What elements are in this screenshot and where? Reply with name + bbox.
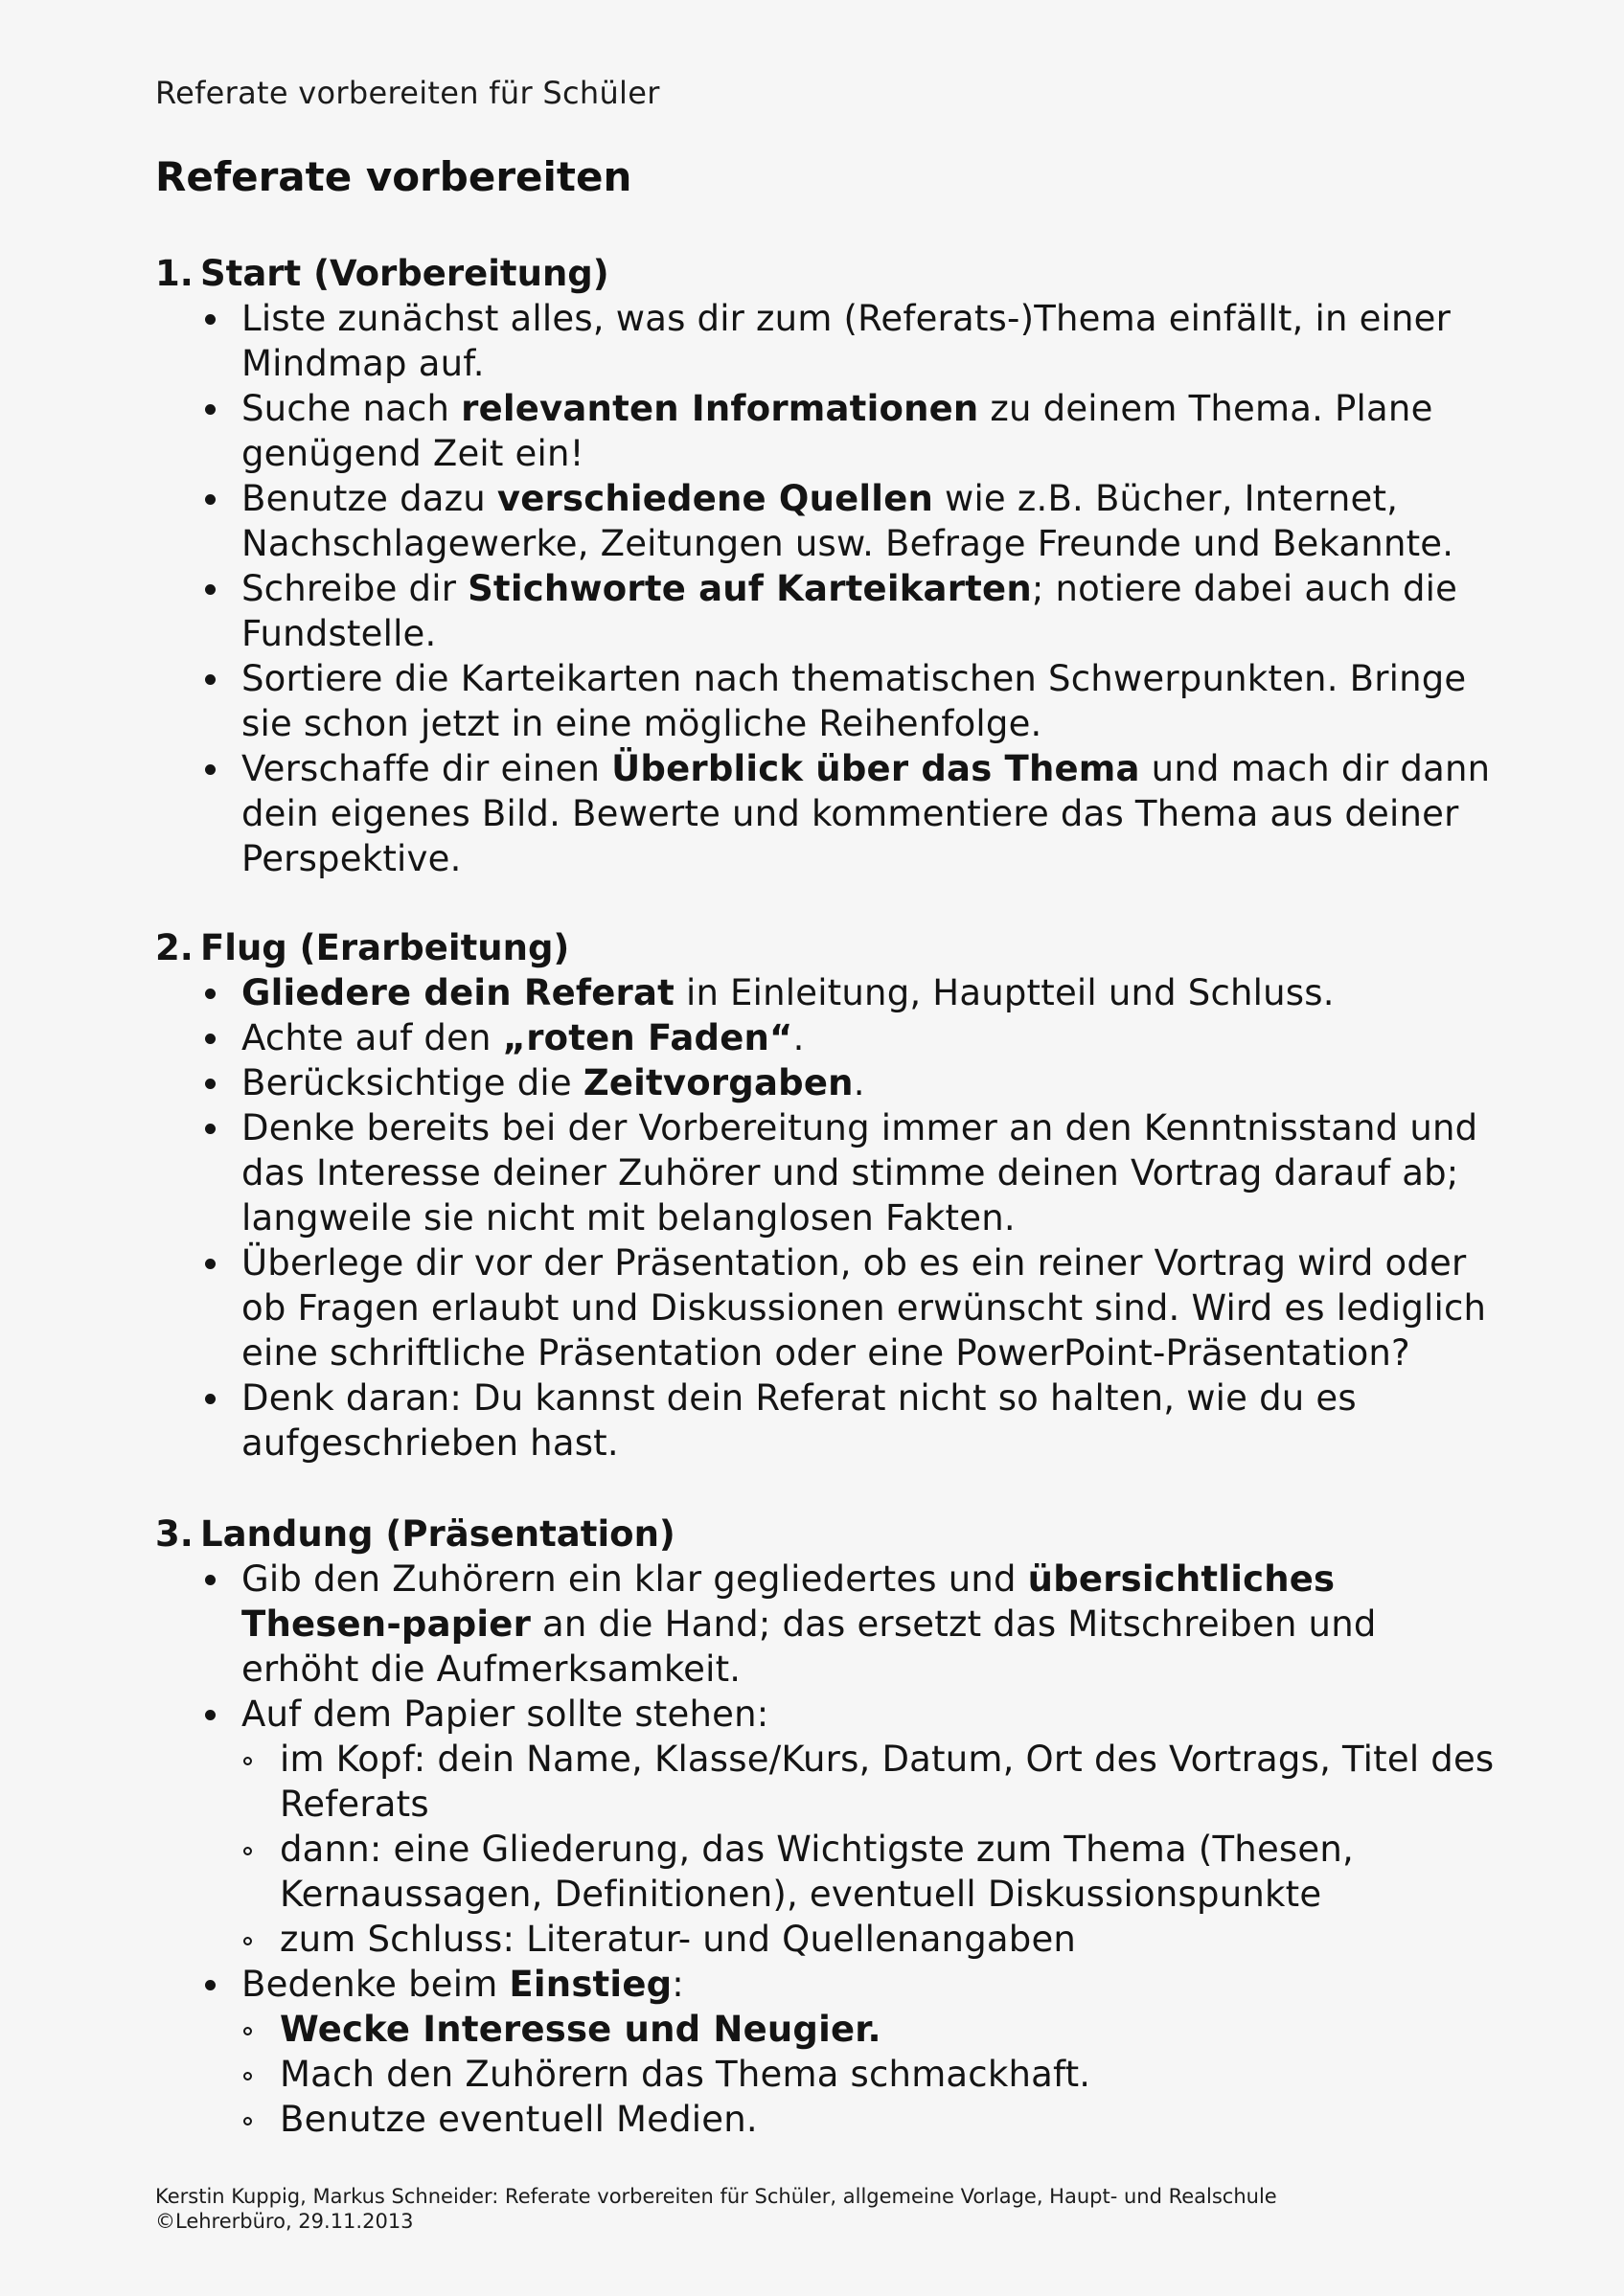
- section-number: 1.: [155, 253, 194, 294]
- bullet-list: [155, 1557, 1497, 2142]
- list-item: Überlege dir vor der Präsentation, ob es ein reiner Vortrag wird oder ob Fragen erlaubt und Diskussionen erwünscht sind. Wird es lediglich eine schriftliche Präsentation oder eine PowerPoint-Präsentation?: [199, 1240, 1497, 1375]
- running-header: Referate vorbereiten für Schüler: [155, 75, 660, 111]
- circle-bullet-icon: [243, 1937, 252, 1945]
- list-item: Benutze dazu verschiedene Quellen wie z.B. Bücher, Internet, Nachschlagewerke, Zeitungen usw. Befrage Freunde und Bekannte.: [199, 476, 1497, 566]
- section-landung: [155, 1512, 1497, 2142]
- list-item: Berücksichtige die Zeitvorgaben.: [199, 1060, 1497, 1105]
- list-item: Denk daran: Du kannst dein Referat nicht so halten, wie du es aufgeschrieben hast.: [199, 1375, 1497, 1466]
- list-item: Liste zunächst alles, was dir zum (Referats-)Thema einfällt, in einer Mindmap auf.: [199, 296, 1497, 386]
- bullet-icon: [205, 584, 216, 595]
- list-item: Schreibe dir Stichworte auf Karteikarten; notiere dabei auch die Fundstelle.: [199, 566, 1497, 656]
- sub-list-item: Wecke Interesse und Neugier.: [241, 2007, 1497, 2052]
- bullet-icon: [205, 1079, 216, 1089]
- list-item: Gib den Zuhörern ein klar gegliedertes und übersichtliches Thesen-papier an die Hand; das ersetzt das Mitschreiben und erhöht die Aufmerksamkeit.: [199, 1557, 1497, 1692]
- footer-copyright: ©Lehrerbüro, 29.11.2013: [155, 2210, 414, 2233]
- list-item: Sortiere die Karteikarten nach thematischen Schwerpunkten. Bringe sie schon jetzt in eine mögliche Reihenfolge.: [199, 656, 1497, 746]
- sub-list-item: Mach den Zuhörern das Thema schmackhaft.: [241, 2052, 1497, 2097]
- bullet-icon: [205, 764, 216, 775]
- section-heading: [155, 925, 1497, 970]
- sub-list: [241, 1737, 1497, 1962]
- sub-list-item: dann: eine Gliederung, das Wichtigste zum Thema (Thesen, Kernaussagen, Definitionen), eventuell Diskussionspunkte: [241, 1827, 1497, 1917]
- list-item: Bedenke beim Einstieg: Wecke Interesse und Neugier. Mach den Zuhörern das Thema schmackhaft. Benutze eventuell Medien.: [199, 1962, 1497, 2142]
- bullet-icon: [205, 989, 216, 999]
- bullet-icon: [205, 404, 216, 415]
- sub-list-item: zum Schluss: Literatur- und Quellenangaben: [241, 1917, 1497, 1962]
- bullet-icon: [205, 1259, 216, 1269]
- section-heading: [155, 1512, 1497, 1557]
- bullet-icon: [205, 314, 216, 325]
- section-title: Start (Vorbereitung): [200, 253, 609, 294]
- sub-list-item: Benutze eventuell Medien.: [241, 2097, 1497, 2142]
- bullet-icon: [205, 1710, 216, 1720]
- circle-bullet-icon: [243, 1757, 252, 1765]
- circle-bullet-icon: [243, 2117, 252, 2126]
- list-item: Auf dem Papier sollte stehen: im Kopf: dein Name, Klasse/Kurs, Datum, Ort des Vortrags, Titel des Referats dann: eine Gliederung, das Wichtigste zum Thema (Thesen, Kernaussagen, Definitionen), eventuell Diskussionspunkte zum Schluss: Literatur- und Quellenangaben: [199, 1692, 1497, 1962]
- section-heading: [155, 251, 1497, 296]
- list-item: Verschaffe dir einen Überblick über das Thema und mach dir dann dein eigenes Bild. Bewerte und kommentiere das Thema aus deiner Perspektive.: [199, 746, 1497, 881]
- circle-bullet-icon: [243, 2027, 252, 2035]
- section-number: 2.: [155, 927, 194, 968]
- footer-citation: Kerstin Kuppig, Markus Schneider: Referate vorbereiten für Schüler, allgemeine Vorlage, Haupt- und Realschule: [155, 2185, 1277, 2208]
- bullet-icon: [205, 1124, 216, 1134]
- sub-list-item: im Kopf: dein Name, Klasse/Kurs, Datum, Ort des Vortrags, Titel des Referats: [241, 1737, 1497, 1827]
- footer: [155, 2184, 1277, 2234]
- bullet-icon: [205, 1394, 216, 1404]
- section-number: 3.: [155, 1513, 194, 1555]
- circle-bullet-icon: [243, 2072, 252, 2080]
- bullet-list: [155, 296, 1497, 881]
- list-item: Gliedere dein Referat in Einleitung, Hauptteil und Schluss.: [199, 970, 1497, 1015]
- bullet-list: [155, 970, 1497, 1466]
- section-title: Landung (Präsentation): [200, 1513, 675, 1555]
- bullet-icon: [205, 1980, 216, 1990]
- bullet-icon: [205, 674, 216, 685]
- list-item: Denke bereits bei der Vorbereitung immer an den Kenntnisstand und das Interesse deiner Zuhörer und stimme deinen Vortrag darauf ab; langweile sie nicht mit belanglosen Fakten.: [199, 1105, 1497, 1240]
- bullet-icon: [205, 1575, 216, 1585]
- section-flug: [155, 925, 1497, 1466]
- bullet-icon: [205, 494, 216, 505]
- list-item: Achte auf den „roten Faden“.: [199, 1015, 1497, 1060]
- bullet-icon: [205, 1034, 216, 1044]
- sub-list: [241, 2007, 1497, 2142]
- list-item: Suche nach relevanten Informationen zu deinem Thema. Plane genügend Zeit ein!: [199, 386, 1497, 476]
- section-start: [155, 251, 1497, 881]
- circle-bullet-icon: [243, 1847, 252, 1855]
- section-title: Flug (Erarbeitung): [200, 927, 570, 968]
- page-title: Referate vorbereiten: [155, 153, 632, 200]
